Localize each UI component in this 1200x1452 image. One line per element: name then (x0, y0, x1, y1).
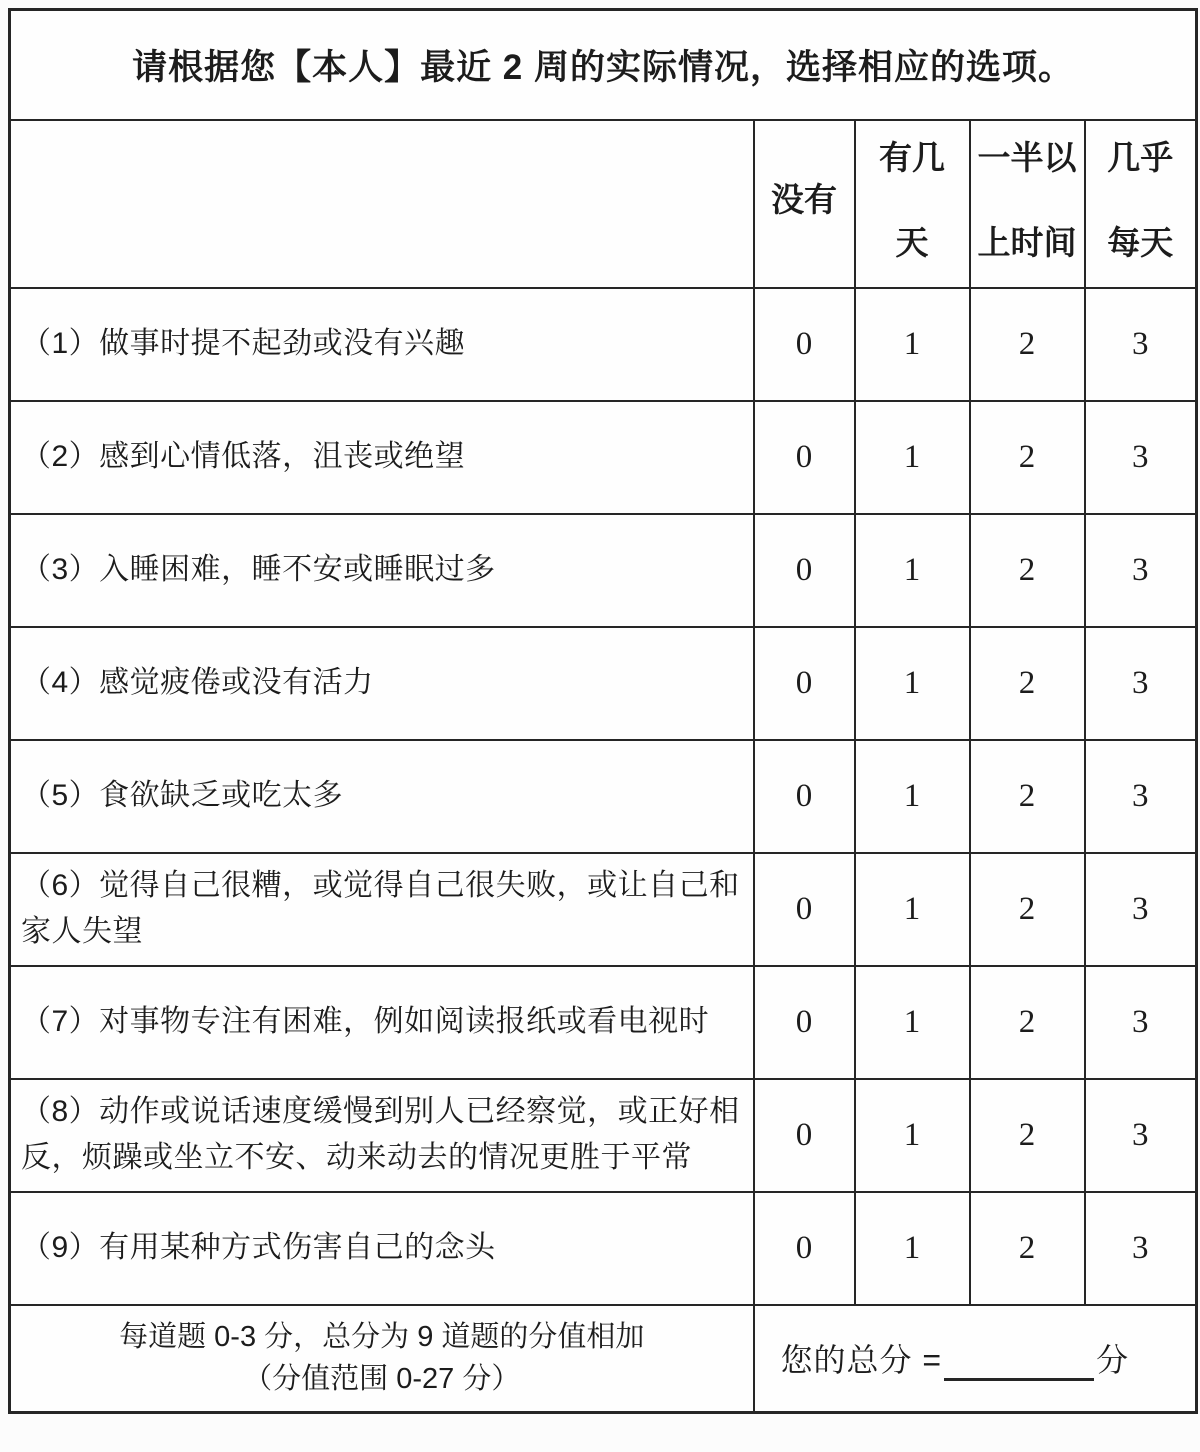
score-option-q6-0[interactable]: 0 (754, 853, 855, 966)
total-score-suffix: 分 (1096, 1342, 1130, 1379)
questionnaire-sheet (8, 8, 1198, 1414)
question-row-1 (10, 288, 1197, 401)
question-row-3 (10, 514, 1197, 627)
header-col-none-label: 没有 (771, 181, 837, 219)
scoring-note-line2: （分值范围 0-27 分） (243, 1363, 521, 1396)
question-row-8 (10, 1079, 1197, 1192)
score-option-q1-3[interactable]: 3 (1085, 288, 1197, 401)
question-text-5: （5）食欲缺乏或吃太多 (10, 740, 754, 853)
score-option-q2-2[interactable]: 2 (970, 401, 1085, 514)
score-option-q1-2[interactable]: 2 (970, 288, 1085, 401)
score-option-q8-3[interactable]: 3 (1085, 1079, 1197, 1192)
question-row-6 (10, 853, 1197, 966)
title-row (10, 10, 1197, 120)
question-row-2 (10, 401, 1197, 514)
score-option-q7-1[interactable]: 1 (855, 966, 970, 1079)
header-col-none (754, 120, 855, 288)
total-score-label: 您的总分 = (780, 1342, 943, 1379)
header-col-nearly-every-day (1085, 120, 1197, 288)
total-score-cell (754, 1305, 1197, 1413)
score-option-q5-2[interactable]: 2 (970, 740, 1085, 853)
score-option-q6-1[interactable]: 1 (855, 853, 970, 966)
question-row-5 (10, 740, 1197, 853)
question-text-1: （1）做事时提不起劲或没有兴趣 (10, 288, 754, 401)
score-option-q9-1[interactable]: 1 (855, 1192, 970, 1305)
questionnaire-table (8, 8, 1198, 1414)
page-title: 请根据您【本人】最近 2 周的实际情况，选择相应的选项。 (10, 10, 1197, 120)
score-option-q8-1[interactable]: 1 (855, 1079, 970, 1192)
score-option-q3-1[interactable]: 1 (855, 514, 970, 627)
score-option-q4-3[interactable]: 3 (1085, 627, 1197, 740)
score-option-q5-3[interactable]: 3 (1085, 740, 1197, 853)
header-row (10, 120, 1197, 288)
header-col-several-days (855, 120, 970, 288)
header-col-more-than-half (970, 120, 1085, 288)
question-row-9 (10, 1192, 1197, 1305)
score-option-q5-0[interactable]: 0 (754, 740, 855, 853)
score-option-q3-0[interactable]: 0 (754, 514, 855, 627)
score-option-q6-2[interactable]: 2 (970, 853, 1085, 966)
score-option-q8-2[interactable]: 2 (970, 1079, 1085, 1192)
question-text-8: （8）动作或说话速度缓慢到别人已经察觉，或正好相反，烦躁或坐立不安、动来动去的情况更胜于平常 (10, 1079, 754, 1192)
score-option-q9-3[interactable]: 3 (1085, 1192, 1197, 1305)
question-text-2: （2）感到心情低落，沮丧或绝望 (10, 401, 754, 514)
header-question-cell (10, 120, 754, 288)
scoring-note-line1: 每道题 0-3 分，总分为 9 道题的分值相加 (119, 1321, 645, 1354)
footer-row (10, 1305, 1197, 1413)
score-option-q4-0[interactable]: 0 (754, 627, 855, 740)
score-option-q2-0[interactable]: 0 (754, 401, 855, 514)
question-text-6: （6）觉得自己很糟，或觉得自己很失败，或让自己和家人失望 (10, 853, 754, 966)
question-row-7 (10, 966, 1197, 1079)
score-option-q2-1[interactable]: 1 (855, 401, 970, 514)
question-text-9: （9）有用某种方式伤害自己的念头 (10, 1192, 754, 1305)
score-option-q6-3[interactable]: 3 (1085, 853, 1197, 966)
total-score-blank[interactable] (944, 1344, 1094, 1381)
score-option-q4-1[interactable]: 1 (855, 627, 970, 740)
score-option-q8-0[interactable]: 0 (754, 1079, 855, 1192)
score-option-q7-3[interactable]: 3 (1085, 966, 1197, 1079)
score-option-q7-2[interactable]: 2 (970, 966, 1085, 1079)
question-row-4 (10, 627, 1197, 740)
header-col-nearly-every-day-line1: 几乎 (1107, 138, 1174, 176)
score-option-q2-3[interactable]: 3 (1085, 401, 1197, 514)
header-col-nearly-every-day-line2: 每天 (1107, 224, 1174, 262)
score-option-q1-0[interactable]: 0 (754, 288, 855, 401)
score-option-q1-1[interactable]: 1 (855, 288, 970, 401)
score-option-q3-2[interactable]: 2 (970, 514, 1085, 627)
header-col-more-than-half-line2: 上时间 (977, 224, 1077, 262)
header-col-more-than-half-line1: 一半以 (977, 138, 1077, 176)
scoring-note (10, 1305, 754, 1413)
score-option-q5-1[interactable]: 1 (855, 740, 970, 853)
question-text-4: （4）感觉疲倦或没有活力 (10, 627, 754, 740)
score-option-q3-3[interactable]: 3 (1085, 514, 1197, 627)
header-col-several-days-line2: 天 (895, 224, 929, 262)
question-text-3: （3）入睡困难，睡不安或睡眠过多 (10, 514, 754, 627)
score-option-q9-0[interactable]: 0 (754, 1192, 855, 1305)
score-option-q4-2[interactable]: 2 (970, 627, 1085, 740)
score-option-q9-2[interactable]: 2 (970, 1192, 1085, 1305)
header-col-several-days-line1: 有几 (879, 138, 945, 176)
question-text-7: （7）对事物专注有困难，例如阅读报纸或看电视时 (10, 966, 754, 1079)
score-option-q7-0[interactable]: 0 (754, 966, 855, 1079)
